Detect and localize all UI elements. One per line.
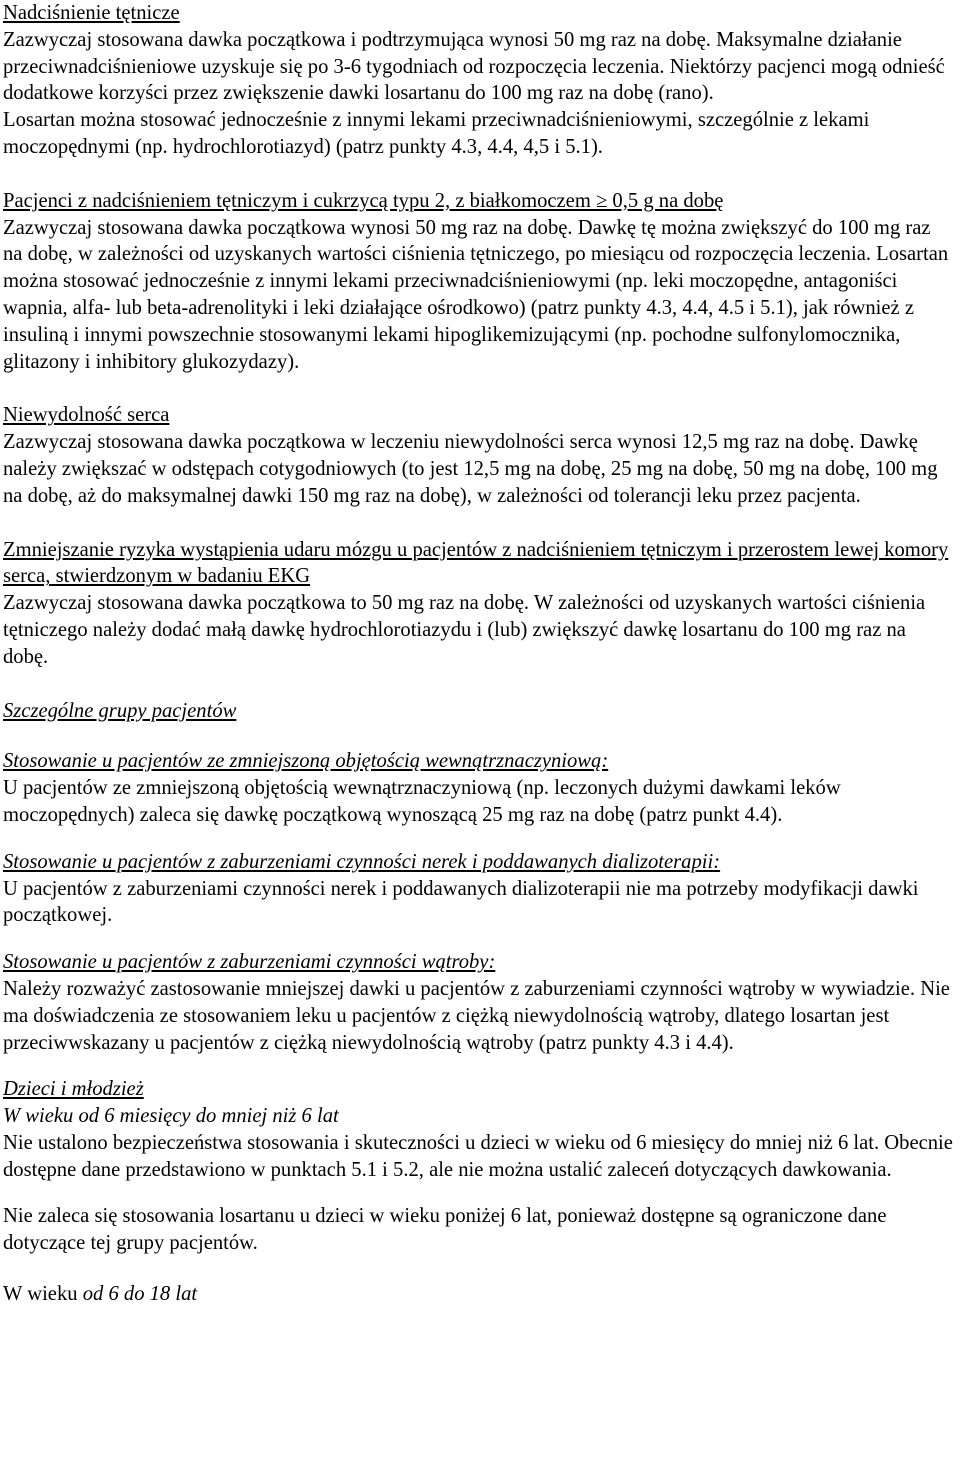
section-heading: Stosowanie u pacjentów ze zmniejszoną objętością wewnątrznaczyniową: [3, 750, 609, 773]
section-heading: Dzieci i młodzież [3, 1078, 144, 1101]
section-heading: Zmniejszanie ryzyka wystąpienia udaru mózgu u pacjentów z nadciśnieniem tętniczym i przerostem lewej komory serca, stwierdzonym w badaniu EKG [3, 538, 949, 588]
section-subheading: W wieku od 6 miesięcy do mniej niż 6 lat [3, 1105, 339, 1128]
section-diabetes-nephropathy [3, 188, 955, 376]
section-heading: Pacjenci z nadciśnieniem tętniczym i cukrzycą typu 2, z białkomoczem ≥ 0,5 g na dobę [3, 189, 724, 212]
section-heading: Szczególne grupy pacjentów [3, 699, 237, 722]
subheading-italic-range: od 6 do 18 lat [82, 1283, 198, 1306]
section-paragraph: Nie ustalono bezpieczeństwa stosowania i skuteczności u dzieci w wieku od 6 miesięcy do mniej niż 6 lat. Obecnie dostępne dane przedstawiono w punktach 5.1 i 5.2, ale nie można ustalić zaleceń dotyczących dawkowania. [3, 1131, 953, 1181]
section-children-under-6 [3, 1203, 955, 1257]
section-stroke-risk [3, 537, 955, 671]
section-hepatic-impairment [3, 949, 955, 1056]
section-hypertension [3, 0, 955, 161]
section-subheading [3, 1281, 955, 1308]
section-children-6-18 [3, 1281, 955, 1308]
section-paragraph: Losartan można stosować jednocześnie z innymi lekami przeciwnadciśnieniowymi, szczególnie z lekami moczopędnymi (np. hydrochlorotiazyd) (patrz punkty 4.3, 4.4, 4,5 i 5.1). [3, 109, 870, 158]
section-volume-depletion [3, 748, 955, 828]
section-heading: Stosowanie u pacjentów z zaburzeniami czynności wątroby: [3, 951, 496, 974]
section-paragraph: Zazwyczaj stosowana dawka początkowa wynosi 50 mg raz na dobę. Dawkę tę można zwiększyć do 100 mg raz na dobę, w zależności od uzyskanych wartości ciśnienia tętniczego, po miesiącu od rozpoczęcia leczenia. Losartan można stosować jednocześnie z innymi lekami przeciwnadciśnieniowymi (np. leki moczopędne, antagoniści wapnia, alfa- lub beta-adrenolityki i leki działające ośrodkowo) (patrz punkty 4.3, 4.4, 4.5 i 5.1), jak również z insuliną i innymi powszechnie stosowanymi lekami hipoglikemizującymi (np. pochodne sulfonylomocznika, glitazony i inhibitory glukozydazy). [3, 216, 949, 373]
section-paragraph: Należy rozważyć zastosowanie mniejszej dawki u pacjentów z zaburzeniami czynności wątroby w wywiadzie. Nie ma doświadczenia ze stosowaniem leku u pacjentów z ciężką niewydolnością wątroby, dlatego losartan jest przeciwwskazany u pacjentów z ciężką niewydolnością wątroby (patrz punkty 4.3 i 4.4). [3, 977, 950, 1054]
section-heart-failure [3, 402, 955, 509]
subheading-prefix: W wieku [3, 1283, 83, 1306]
section-heading: Nadciśnienie tętnicze [3, 2, 180, 24]
section-heading: Stosowanie u pacjentów z zaburzeniami czynności nerek i poddawanych dializoterapii: [3, 850, 721, 873]
section-paragraph: Nie zaleca się stosowania losartanu u dzieci w wieku poniżej 6 lat, ponieważ dostępne są ograniczone dane dotyczące tej grupy pacjentów. [3, 1205, 887, 1255]
section-paragraph: U pacjentów ze zmniejszoną objętością wewnątrznaczyniową (np. leczonych dużymi dawkami leków moczopędnych) zaleca się dawkę początkową wynoszącą 25 mg raz na dobę (patrz punkt 4.4). [3, 777, 841, 826]
section-paragraph: U pacjentów z zaburzeniami czynności nerek i poddawanych dializoterapii nie ma potrzeby modyfikacji dawki początkowej. [3, 877, 919, 927]
section-paragraph: Zazwyczaj stosowana dawka początkowa to 50 mg raz na dobę. W zależności od uzyskanych wartości ciśnienia tętniczego należy dodać małą dawkę hydrochlorotiazydu i (lub) zwiększyć dawkę losartanu do 100 mg raz na dobę. [3, 592, 926, 668]
section-special-groups [3, 698, 955, 725]
section-renal-impairment [3, 849, 955, 929]
section-heading: Niewydolność serca [3, 404, 170, 427]
section-paragraph: Zazwyczaj stosowana dawka początkowa w leczeniu niewydolności serca wynosi 12,5 mg raz na dobę. Dawkę należy zwiększać w odstępach cotygodniowych (to jest 12,5 mg na dobę, 25 mg na dobę, 50 mg na dobę, 100 mg na dobę, aż do maksymalnej dawki 150 mg raz na dobę), w zależności od tolerancji leku przez pacjenta. [3, 431, 938, 507]
section-paragraph: Zazwyczaj stosowana dawka początkowa i podtrzymująca wynosi 50 mg raz na dobę. Maksymalne działanie przeciwnadciśnieniowe uzyskuje się po 3-6 tygodniach od rozpoczęcia leczenia. Niektórzy pacjenci mogą odnieść dodatkowe korzyści przez zwiększenie dawki losartanu do 100 mg raz na dobę (rano). [3, 28, 945, 105]
section-children [3, 1076, 955, 1183]
